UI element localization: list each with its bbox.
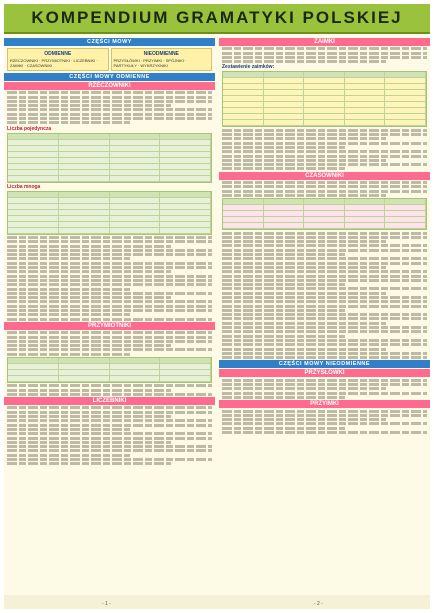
zestawienie-label: Zestawienie zaimków: (222, 64, 275, 71)
przymiotniki-header: PRZYMIOTNIKI (4, 322, 215, 330)
liczebniki-header: LICZEBNIKI (4, 397, 215, 405)
declension-table-plural (7, 191, 212, 235)
odmienne-box (7, 48, 109, 71)
zaimki-text (219, 47, 430, 63)
page-number-left: - 1 - (102, 601, 111, 607)
przyslowki-header: PRZYSŁÓWKI (219, 369, 430, 377)
rzeczowniki-header: RZECZOWNIKI (4, 82, 215, 90)
rzeczowniki-text (4, 91, 215, 124)
left-column (4, 37, 215, 592)
declension-table-singular (7, 133, 212, 183)
right-column (219, 37, 430, 592)
conjugation-table (222, 198, 427, 230)
przyimki-header: PRZYIMKI (219, 400, 430, 408)
zaimki-notes (219, 129, 430, 171)
page-number-right: - 2 - (314, 601, 323, 607)
przymiotniki-text (4, 331, 215, 355)
czasowniki-notes (219, 232, 430, 360)
pronoun-table (222, 71, 427, 127)
footer-bar (4, 595, 430, 609)
nieodmienne-header: NIEODMIENNE (143, 51, 179, 57)
liczba-pojedyncza-label: Liczba pojedyncza (7, 125, 52, 132)
nieodmienne-items: PRZYSŁÓWKI · PRZYIMKI · SPÓJNIKI · PARTYKUŁY · WYKRZYKNIKI (113, 58, 187, 68)
zaimki-header: ZAIMKI (219, 38, 430, 46)
przymiotniki-notes (4, 384, 215, 396)
comparison-table (7, 357, 212, 383)
liczebniki-text (4, 406, 215, 465)
grammar-sheet (4, 4, 430, 609)
parts-odmienne-band: CZĘŚCI MOWY ODMIENNE (4, 73, 215, 81)
odmienne-items: RZECZOWNIKI · PRZYMIOTNIKI · LICZEBNIKI · ZAIMKI · CZASOWNIKI (10, 58, 98, 68)
liczba-mnoga-label: Liczba mnoga (7, 183, 41, 190)
parts-of-speech-grid (4, 47, 215, 72)
rzeczowniki-notes (4, 236, 215, 321)
page-title: KOMPENDIUM GRAMATYKI POLSKIEJ (4, 4, 430, 34)
nieodmienne-box (111, 48, 213, 71)
parts-nieodmienne-band: CZĘŚCI MOWY NIEODMIENNE (219, 360, 430, 368)
parts-of-speech-band: CZĘŚCI MOWY (4, 38, 215, 46)
czasowniki-text (219, 181, 430, 197)
odmienne-header: ODMIENNE (44, 51, 72, 57)
przyslowki-text (219, 379, 430, 399)
czasowniki-header: CZASOWNIKI (219, 172, 430, 180)
przyimki-text (219, 410, 430, 434)
